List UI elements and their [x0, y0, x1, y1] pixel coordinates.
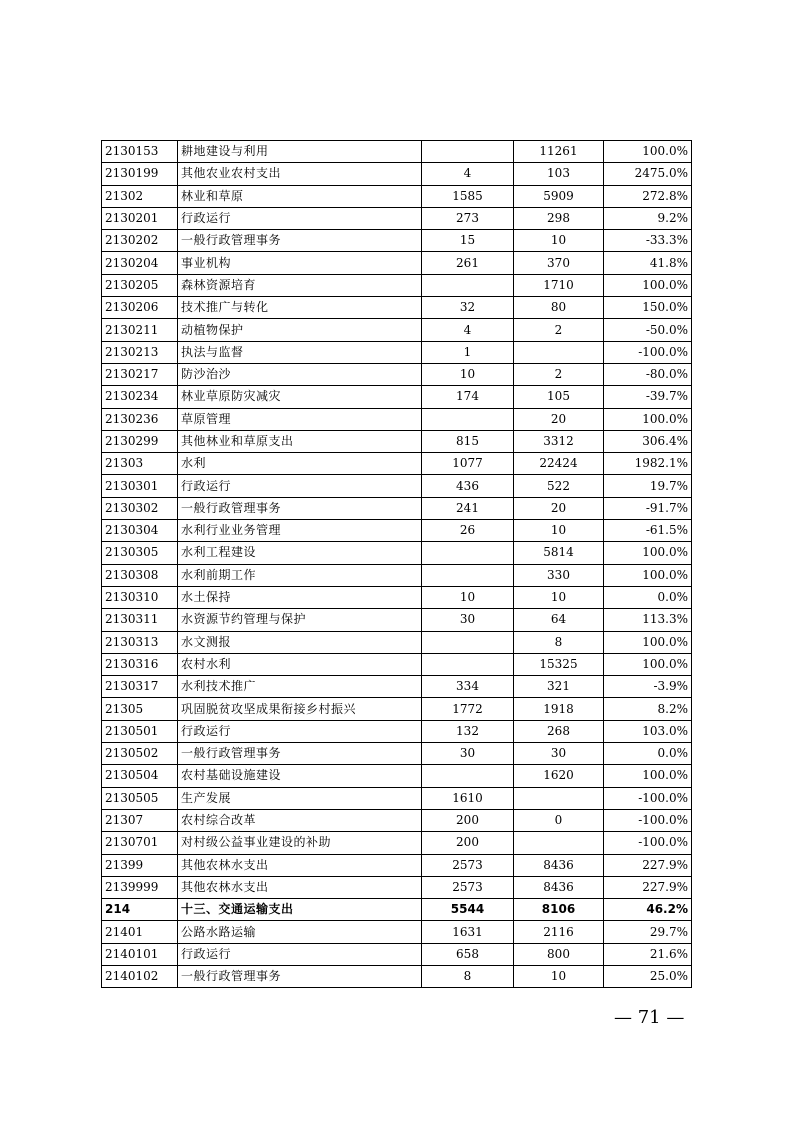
row-value-previous: 1585: [422, 185, 514, 207]
row-value-previous: [422, 631, 514, 653]
row-change-percent: 103.0%: [604, 720, 692, 742]
budget-table-body: [102, 141, 692, 988]
table-row: [102, 653, 692, 675]
row-code: 2130311: [102, 609, 178, 631]
row-change-percent: -100.0%: [604, 787, 692, 809]
row-change-percent: 100.0%: [604, 653, 692, 675]
page-number: — 71 —: [614, 1007, 685, 1028]
row-change-percent: 100.0%: [604, 631, 692, 653]
row-value-previous: [422, 274, 514, 296]
row-change-percent: 9.2%: [604, 207, 692, 229]
row-name: 农村水利: [178, 653, 422, 675]
table-row: [102, 475, 692, 497]
row-code: 2130301: [102, 475, 178, 497]
row-change-percent: -39.7%: [604, 386, 692, 408]
row-code: 2130153: [102, 141, 178, 163]
row-code: 21401: [102, 921, 178, 943]
row-change-percent: 113.3%: [604, 609, 692, 631]
row-value-previous: 2573: [422, 854, 514, 876]
row-value-current: 22424: [514, 453, 604, 475]
row-name: 森林资源培育: [178, 274, 422, 296]
row-change-percent: 8.2%: [604, 698, 692, 720]
row-value-current: 1620: [514, 765, 604, 787]
row-value-current: 10: [514, 520, 604, 542]
row-change-percent: -3.9%: [604, 676, 692, 698]
row-change-percent: -91.7%: [604, 497, 692, 519]
table-row: [102, 609, 692, 631]
table-row: [102, 899, 692, 921]
row-change-percent: -100.0%: [604, 832, 692, 854]
row-value-previous: 1077: [422, 453, 514, 475]
row-code: 2130701: [102, 832, 178, 854]
row-value-previous: 26: [422, 520, 514, 542]
row-change-percent: 100.0%: [604, 408, 692, 430]
row-value-current: 2116: [514, 921, 604, 943]
row-name: 水利: [178, 453, 422, 475]
row-code: 2130302: [102, 497, 178, 519]
row-value-previous: [422, 141, 514, 163]
table-row: [102, 230, 692, 252]
table-row: [102, 207, 692, 229]
row-value-previous: 1631: [422, 921, 514, 943]
table-row: [102, 586, 692, 608]
row-code: 2130202: [102, 230, 178, 252]
row-value-current: 103: [514, 163, 604, 185]
row-value-current: 2: [514, 363, 604, 385]
row-value-previous: 200: [422, 832, 514, 854]
row-code: 2130308: [102, 564, 178, 586]
row-value-previous: 10: [422, 363, 514, 385]
row-name: 水文测报: [178, 631, 422, 653]
row-name: 技术推广与转化: [178, 297, 422, 319]
row-code: 2130501: [102, 720, 178, 742]
row-value-current: 8106: [514, 899, 604, 921]
row-value-current: 30: [514, 743, 604, 765]
row-value-previous: [422, 542, 514, 564]
table-row: [102, 185, 692, 207]
row-name: 一般行政管理事务: [178, 230, 422, 252]
row-value-previous: 1: [422, 341, 514, 363]
row-value-previous: [422, 408, 514, 430]
table-row: [102, 341, 692, 363]
row-code: 2140101: [102, 943, 178, 965]
row-change-percent: 150.0%: [604, 297, 692, 319]
row-code: 2130310: [102, 586, 178, 608]
row-value-previous: 8: [422, 965, 514, 987]
row-value-current: [514, 787, 604, 809]
row-change-percent: 272.8%: [604, 185, 692, 207]
row-change-percent: -33.3%: [604, 230, 692, 252]
row-value-current: 10: [514, 230, 604, 252]
row-code: 21305: [102, 698, 178, 720]
row-value-current: 800: [514, 943, 604, 965]
budget-table: [101, 140, 692, 988]
table-row: [102, 809, 692, 831]
row-value-current: 105: [514, 386, 604, 408]
row-value-previous: 1772: [422, 698, 514, 720]
row-value-current: 522: [514, 475, 604, 497]
row-code: 2130211: [102, 319, 178, 341]
row-change-percent: 29.7%: [604, 921, 692, 943]
row-value-previous: 436: [422, 475, 514, 497]
row-value-current: [514, 832, 604, 854]
table-row: [102, 743, 692, 765]
row-value-previous: 658: [422, 943, 514, 965]
row-name: 农村综合改革: [178, 809, 422, 831]
row-value-current: 370: [514, 252, 604, 274]
row-name: 一般行政管理事务: [178, 497, 422, 519]
row-name: 公路水路运输: [178, 921, 422, 943]
row-value-current: 1918: [514, 698, 604, 720]
row-code: 2130199: [102, 163, 178, 185]
row-code: 2140102: [102, 965, 178, 987]
table-row: [102, 520, 692, 542]
row-code: 2130316: [102, 653, 178, 675]
table-row: [102, 163, 692, 185]
row-name: 一般行政管理事务: [178, 965, 422, 987]
table-row: [102, 876, 692, 898]
row-value-previous: [422, 653, 514, 675]
row-value-current: 5909: [514, 185, 604, 207]
table-row: [102, 854, 692, 876]
row-change-percent: 100.0%: [604, 274, 692, 296]
row-value-current: 2: [514, 319, 604, 341]
table-row: [102, 832, 692, 854]
table-row: [102, 965, 692, 987]
row-value-previous: 200: [422, 809, 514, 831]
row-code: 2130505: [102, 787, 178, 809]
row-value-current: 3312: [514, 430, 604, 452]
row-name: 行政运行: [178, 207, 422, 229]
row-code: 21399: [102, 854, 178, 876]
row-value-previous: 261: [422, 252, 514, 274]
row-name: 其他农林水支出: [178, 854, 422, 876]
row-value-previous: 15: [422, 230, 514, 252]
row-name: 对村级公益事业建设的补助: [178, 832, 422, 854]
row-change-percent: 100.0%: [604, 141, 692, 163]
row-value-current: 8436: [514, 854, 604, 876]
row-value-current: [514, 341, 604, 363]
row-name: 执法与监督: [178, 341, 422, 363]
row-name: 其他林业和草原支出: [178, 430, 422, 452]
row-change-percent: 19.7%: [604, 475, 692, 497]
table-row: [102, 698, 692, 720]
table-row: [102, 542, 692, 564]
row-value-current: 268: [514, 720, 604, 742]
row-change-percent: -100.0%: [604, 341, 692, 363]
row-change-percent: 25.0%: [604, 965, 692, 987]
row-change-percent: 100.0%: [604, 542, 692, 564]
row-code: 2130234: [102, 386, 178, 408]
row-value-current: 8: [514, 631, 604, 653]
row-value-current: 20: [514, 408, 604, 430]
row-code: 214: [102, 899, 178, 921]
row-name: 十三、交通运输支出: [178, 899, 422, 921]
row-value-current: 1710: [514, 274, 604, 296]
row-value-previous: 241: [422, 497, 514, 519]
row-change-percent: 2475.0%: [604, 163, 692, 185]
table-row: [102, 297, 692, 319]
table-row: [102, 676, 692, 698]
row-change-percent: 41.8%: [604, 252, 692, 274]
row-value-current: 20: [514, 497, 604, 519]
row-name: 一般行政管理事务: [178, 743, 422, 765]
table-row: [102, 430, 692, 452]
row-name: 水利行业业务管理: [178, 520, 422, 542]
row-change-percent: 227.9%: [604, 854, 692, 876]
row-code: 2130299: [102, 430, 178, 452]
row-name: 行政运行: [178, 720, 422, 742]
row-code: 21302: [102, 185, 178, 207]
row-value-current: 8436: [514, 876, 604, 898]
table-row: [102, 720, 692, 742]
row-value-current: 330: [514, 564, 604, 586]
row-value-current: 10: [514, 586, 604, 608]
row-change-percent: 21.6%: [604, 943, 692, 965]
row-value-previous: 4: [422, 163, 514, 185]
row-change-percent: 46.2%: [604, 899, 692, 921]
row-value-previous: 5544: [422, 899, 514, 921]
row-value-previous: 273: [422, 207, 514, 229]
row-code: 2130217: [102, 363, 178, 385]
row-name: 生产发展: [178, 787, 422, 809]
row-name: 其他农林水支出: [178, 876, 422, 898]
row-code: 2139999: [102, 876, 178, 898]
row-name: 水利工程建设: [178, 542, 422, 564]
row-value-previous: 10: [422, 586, 514, 608]
row-value-previous: 174: [422, 386, 514, 408]
row-value-current: 64: [514, 609, 604, 631]
row-name: 事业机构: [178, 252, 422, 274]
row-name: 耕地建设与利用: [178, 141, 422, 163]
row-value-current: 298: [514, 207, 604, 229]
table-row: [102, 564, 692, 586]
row-change-percent: -61.5%: [604, 520, 692, 542]
row-code: 2130305: [102, 542, 178, 564]
row-name: 水资源节约管理与保护: [178, 609, 422, 631]
table-row: [102, 319, 692, 341]
row-value-previous: 815: [422, 430, 514, 452]
row-value-current: 11261: [514, 141, 604, 163]
row-change-percent: 100.0%: [604, 765, 692, 787]
row-code: 21307: [102, 809, 178, 831]
row-name: 行政运行: [178, 943, 422, 965]
row-code: 2130504: [102, 765, 178, 787]
row-code: 2130317: [102, 676, 178, 698]
row-change-percent: 1982.1%: [604, 453, 692, 475]
row-value-current: 0: [514, 809, 604, 831]
row-name: 林业和草原: [178, 185, 422, 207]
row-value-current: 321: [514, 676, 604, 698]
table-row: [102, 252, 692, 274]
table-row: [102, 765, 692, 787]
row-value-previous: 30: [422, 743, 514, 765]
row-value-previous: 334: [422, 676, 514, 698]
row-change-percent: 0.0%: [604, 586, 692, 608]
row-change-percent: 306.4%: [604, 430, 692, 452]
row-code: 2130205: [102, 274, 178, 296]
row-value-previous: 1610: [422, 787, 514, 809]
row-name: 防沙治沙: [178, 363, 422, 385]
row-name: 林业草原防灾减灾: [178, 386, 422, 408]
row-change-percent: -80.0%: [604, 363, 692, 385]
row-value-current: 15325: [514, 653, 604, 675]
row-value-current: 80: [514, 297, 604, 319]
row-change-percent: -50.0%: [604, 319, 692, 341]
row-code: 2130313: [102, 631, 178, 653]
table-row: [102, 921, 692, 943]
row-code: 21303: [102, 453, 178, 475]
row-name: 动植物保护: [178, 319, 422, 341]
row-code: 2130213: [102, 341, 178, 363]
row-code: 2130236: [102, 408, 178, 430]
table-row: [102, 141, 692, 163]
row-value-current: 5814: [514, 542, 604, 564]
row-change-percent: 100.0%: [604, 564, 692, 586]
table-row: [102, 497, 692, 519]
table-row: [102, 943, 692, 965]
table-row: [102, 386, 692, 408]
row-name: 农村基础设施建设: [178, 765, 422, 787]
row-code: 2130204: [102, 252, 178, 274]
row-code: 2130304: [102, 520, 178, 542]
row-code: 2130502: [102, 743, 178, 765]
table-row: [102, 363, 692, 385]
row-code: 2130206: [102, 297, 178, 319]
table-row: [102, 274, 692, 296]
row-value-previous: [422, 765, 514, 787]
row-name: 巩固脱贫攻坚成果衔接乡村振兴: [178, 698, 422, 720]
row-value-previous: [422, 564, 514, 586]
row-name: 其他农业农村支出: [178, 163, 422, 185]
row-change-percent: -100.0%: [604, 809, 692, 831]
row-value-previous: 132: [422, 720, 514, 742]
row-name: 水利技术推广: [178, 676, 422, 698]
row-value-previous: 2573: [422, 876, 514, 898]
row-code: 2130201: [102, 207, 178, 229]
row-change-percent: 227.9%: [604, 876, 692, 898]
table-row: [102, 408, 692, 430]
row-value-previous: 30: [422, 609, 514, 631]
row-value-previous: 32: [422, 297, 514, 319]
table-row: [102, 453, 692, 475]
row-value-previous: 4: [422, 319, 514, 341]
row-name: 水土保持: [178, 586, 422, 608]
table-row: [102, 631, 692, 653]
row-name: 水利前期工作: [178, 564, 422, 586]
row-name: 草原管理: [178, 408, 422, 430]
row-name: 行政运行: [178, 475, 422, 497]
row-change-percent: 0.0%: [604, 743, 692, 765]
row-value-current: 10: [514, 965, 604, 987]
table-row: [102, 787, 692, 809]
